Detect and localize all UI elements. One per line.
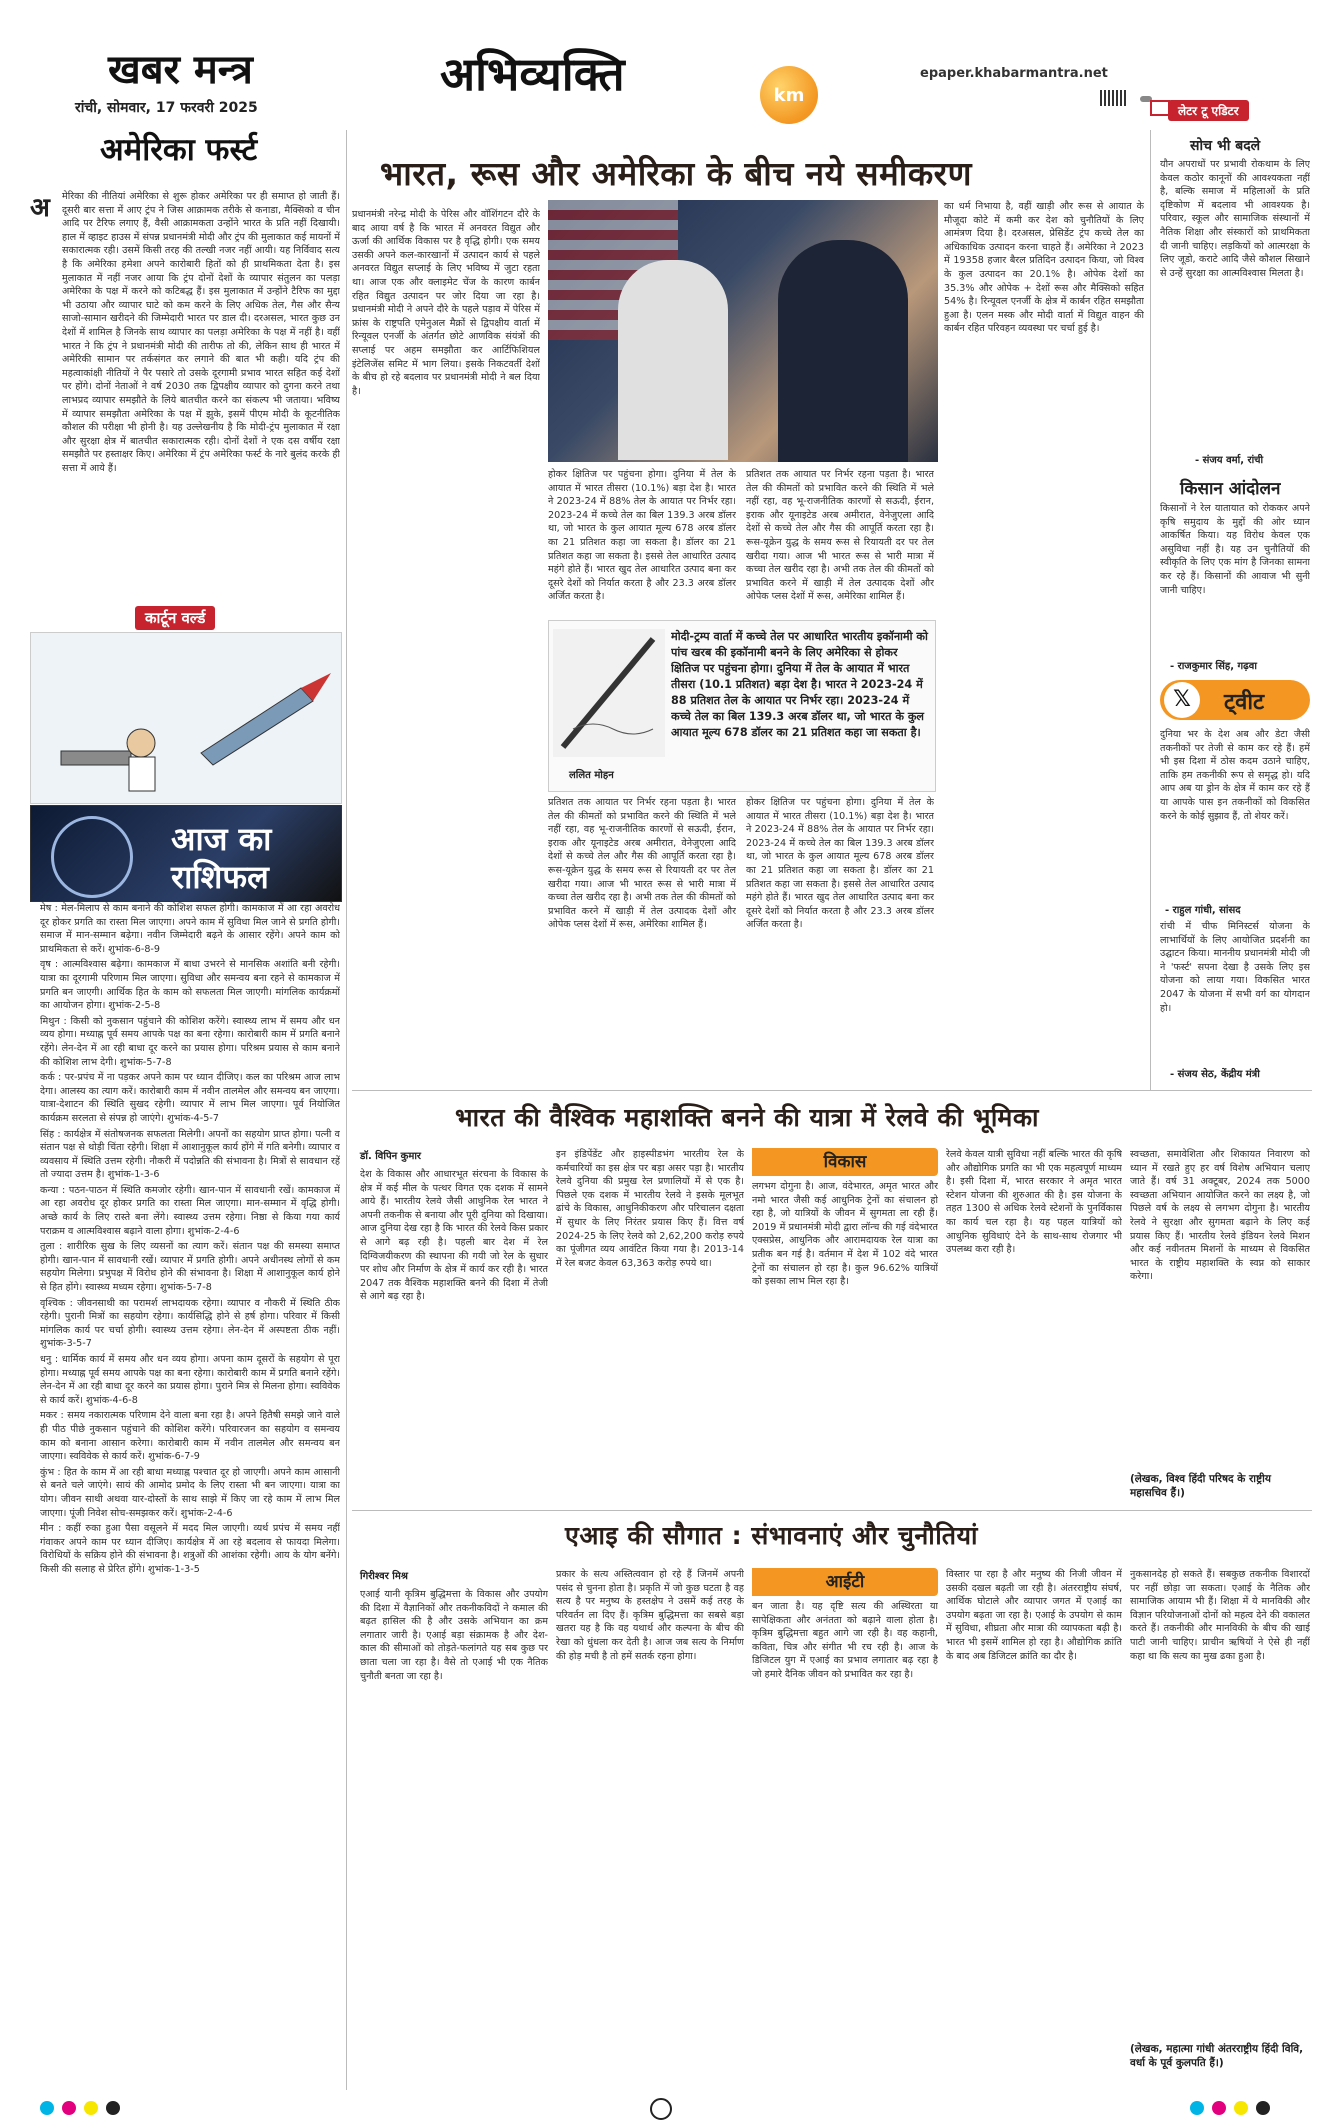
ai-col-1: एआई यानी कृत्रिम बुद्धिमत्ता के विकास और उपयोग की दिशा में वैज्ञानिकों और तकनीकविदों ने कमाल की बढ़त हासिल की है और उसके अभियान का क्रम लगातार जारी है। एआई बड़ा संक्रामक है और देश-काल की सीमाओं को तोड़ते-फलांगते यह सब कुछ पर छाता चला जा रहा है। वैसे तो एआई भी एक नैतिक चुनौती बनता जा रहा है। (360, 1589, 548, 1682)
logo-letter: km (773, 84, 805, 106)
cartoon-image (30, 632, 342, 804)
horoscope-item: कन्या : पठन-पाठन में स्थिति कमजोर रहेगी। खान-पान में सावधानी रखें। कामकाज में आ रहा अवरोध दूर होकर प्रगति का रास्ता मिल जाएगा। मान-सम्मान में वृद्धि होगी। अच्छे कार्य के लिए रास्ते बना लेंगे। स्वास्थ्य उत्तम रहेगा। निष्ठा से किया गया कार्य पराक्रम व आत्मविश्वास बढ़ाने वाला होगा। शुभांक-2-4-6 (40, 1184, 340, 1237)
ai-author: गिरीश्वर मिश्र (360, 1571, 408, 1582)
registration-dot (62, 2101, 76, 2115)
zodiac-wheel-icon (51, 816, 133, 898)
person-left (618, 260, 728, 460)
tweet-author: - संजय सेठ, केंद्रीय मंत्री (1170, 1069, 1260, 1080)
tweet-label: ट्वीट (1224, 690, 1265, 715)
horoscope-item: तुला : शारीरिक सुख के लिए व्यसनों का त्याग करें। संतान पक्ष की समस्या समाप्त होगी। खान-पान में सावधानी रखें। व्यापार में प्रगति होगी। अपने अधीनस्थ लोगों से कम सहयोग मिलेगा। प्रभुपक्ष में विरोध होने की संभावना है। शिक्षा में आशानुकूल कार्य होने से हित होंगे। स्वास्थ्य मध्यम रहेगा। शुभांक-5-7-8 (40, 1241, 340, 1294)
barcode-icon (1100, 90, 1128, 106)
pen-icon (553, 629, 665, 757)
railway-col-4: रेलवे केवल यात्री सुविधा नहीं बल्कि भारत की कृषि और औद्योगिक प्रगति का भी एक महत्वपूर्ण माध्यम है। इसी दिशा में, भारत सरकार ने अमृत भारत स्टेशन योजना की शुरुआत की है। इस योजना के तहत 1300 से अधिक रेलवे स्टेशनों के पुनर्विकास का कार्य चल रहा है। यह पहल यात्रियों को आधुनिक सुविधाएं देने के साथ-साथ रोजगार भी उपलब्ध करा रही है। (946, 1149, 1122, 1256)
railway-col-5: स्वच्छता, समावेशिता और शिकायत निवारण को ध्यान में रखते हुए हर वर्ष विशेष अभियान चलाए जाते हैं। वर्ष 31 अक्टूबर, 2024 तक 5000 स्वच्छता अभियान आयोजित करने का लक्ष्य है, जो पिछले वर्ष के लक्ष्य से लगभग दोगुना है। भारतीय रेलवे ने सुरक्षा और सुगमता बढ़ाने के लिए कई प्रयास किए हैं। भारतीय रेलवे इंडियन रेलवे मिशन और कई नवीनतम मिशनों के माध्यम से विकसित भारत के राष्ट्रीय महाशक्ति के स्वप्न को साकार करेगा। (1130, 1149, 1310, 1283)
railway-byline: (लेखक, विश्व हिंदी परिषद के राष्ट्रीय महासचिव हैं।) (1130, 1473, 1271, 1499)
horoscope-item: कर्क : पर-प्रपंच में ना पड़कर अपने काम पर ध्यान दीजिए। कल का परिश्रम आज लाभ देगा। आलस्य का त्याग करें। कारोबारी काम में नवीन तालमेल और समन्वय बन जाएगा। यात्रा-देशाटन की स्थिति सुखद रहेगी। व्यापार में लाभ मिल जाएगा। पूर्व नियोजित कार्यक्रम सरलता से संपन्न हो जाएंगे। शुभांक-4-5-7 (40, 1072, 340, 1124)
ai-byline: (लेखक, महात्मा गांधी अंतरराष्ट्रीय हिंदी विवि, वर्धा के पूर्व कुलपति हैं।) (1130, 2043, 1304, 2069)
letter-title: किसान आंदोलन (1180, 479, 1281, 499)
x-logo-icon: 𝕏 (1164, 682, 1200, 718)
color-registration-right (1190, 2100, 1278, 2119)
column-divider (346, 130, 347, 2090)
horoscope-title: आज का राशिफल (171, 820, 272, 896)
lead-col-3: प्रतिशत तक आयात पर निर्भर रहना पड़ता है। भारत तेल की कीमतों को प्रभावित करने की स्थिति में भले नहीं रहा, वह भू-राजनीतिक कारणों से सऊदी, ईरान, इराक और यूनाइटेड अरब अमीरात, वेनेजुएला आदि देशों से कच्चे तेल और गैस की आपूर्ति करता रहा है। रूस-यूक्रेन युद्ध के समय रूस से रियायती दर पर तेल खरीदा गया। आज भी भारत रूस से भारी मात्रा में कच्चा तेल खरीद रहा है। अभी तक तेल की कीमतों को प्रभावित करने में खाड़ी में तेल उत्पादक देशों और ओपेक प्लस देशों में रूस, अमेरिका शामिल हैं। (746, 469, 934, 603)
ai-col-5: नुकसानदेह हो सकते हैं। सबकुछ तकनीक विशारदों पर नहीं छोड़ा जा सकता। एआई के नैतिक और सामाजिक आयाम भी हैं। शिक्षा में ये मानविकी और विज्ञान परियोजनाओं दोनों को महत्व देने की वकालत करते हैं। तकनीकी और मानविकी के बीच की खाई पाटी जानी चाहिए। प्राचीन ऋषियों ने ऐसे ही नहीं कहा था कि सत्य का मुख ढका हुआ है। (1130, 1569, 1310, 1662)
epaper-url[interactable]: epaper.khabarmantra.net (920, 66, 1108, 81)
lead-col-1: प्रधानमंत्री नरेन्द्र मोदी के पेरिस और वॉशिंगटन दौरे के बाद आया वर्ष है कि भारत में अनवरत विद्युत और ऊर्जा की आर्थिक विकास पर है वृद्धि होगी। एक समय उसकी अपने कल-कारखानों में उत्पादन कार्य से पहले अनवरत विद्युत सप्लाई के लिए भविष्य में जुटा रहता था। आज एक और क्लाइमेट चेंज के कारण कार्बन रहित विद्युत उत्पादन पर जोर दिया जा रहा है। प्रधानमंत्री मोदी ने अपने दौरे के पहले पड़ाव में पेरिस में फ्रांस के राष्ट्रपति एमेनुअल मैक्रों से द्विपक्षीय वार्ता में रिन्यूवल एनर्जी के अंतर्गत छोटे आणविक संयंत्रों की सप्लाई पर अहम समझौता कर आर्टिफिशियल इंटेलिजेंस समिट में भाग लिया। इसके निकटवर्ती देशों के बीच हो रहे बदलाव पर प्रधानमंत्री मोदी ने बल दिया है। (352, 209, 540, 397)
registration-dot (1234, 2101, 1248, 2115)
horoscope-item: मकर : समय नकारात्मक परिणाम देने वाला बना रहा है। अपने हितैषी समझे जाने वाले ही पीठ पीछे नुकसान पहुंचाने की कोशिश करेंगे। परिवारजन का सहयोग व समन्वय काम को बनाना आसान करेगा। कारोबारी काम में नवीन तालमेल और समन्वय बन जाएगा। स्वविवेक से कार्य करें। शुभांक-6-7-9 (40, 1410, 340, 1463)
lead-col-2: होकर क्षितिज पर पहुंचना होगा। दुनिया में तेल के आयात में भारत तीसरा (10.1%) बड़ा देश है। भारत ने 2023-24 में 88% तेल के आयात पर निर्भर रहा। 2023-24 में कच्चे तेल का बिल 139.3 अरब डॉलर था, जो भारत के कुल आयात मूल्य 678 अरब डॉलर का 21 प्रतिशत कहा जा सकता है। डॉलर का 21 प्रतिशत कहा जा सकता है। इससे तेल आधारित उत्पाद महंगे होते हैं। भारत खुद तेल आधारित उत्पाद बना कर दूसरे देशों को निर्यात करता है और 23.3 अरब डॉलर अर्जित करता है। (548, 469, 736, 603)
horoscope-item: मिथुन : किसी को नुकसान पहुंचाने की कोशिश करेंगे। स्वास्थ्य लाभ में समय और धन व्यय होगा। मध्याह्न पूर्व समय आपके पक्ष का बना रहेगा। कारोबारी काम में प्रगति बनाने रहेंगे। लेन-देन में आ रही बाधा दूर करने का प्रयास होगा। परिश्रम प्रयास से काम बनाने की कोशिश लाभ देगी। शुभांक-5-7-8 (40, 1015, 340, 1068)
registration-dot (84, 2101, 98, 2115)
missile-cartoon-icon (31, 633, 341, 803)
horoscope-item: धनु : धार्मिक कार्य में समय और धन व्यय होगा। अपना काम दूसरों के सहयोग से पूरा होगा। मध्याह्न पूर्व समय आपके पक्ष का बना रहेगा। कारोबारी काम में प्रगति बनाने रहेंगे। लेन-देन में आ रही बाधा दूर करने का प्रयास होगा। पुराने मित्र से मिलना होगा। स्वविवेक से कार्य करें। शुभांक-4-6-8 (40, 1354, 340, 1406)
railway-col-2: इन इंडिपेंडेंट और हाइस्पीडभंग भारतीय रेल के कर्मचारियों का इस क्षेत्र पर बड़ा असर पड़ा है। भारतीय रेलवे दुनिया की प्रमुख रेल प्रणालियों में से एक है। पिछले एक दशक में भारतीय रेलवे ने इसके मूलभूत ढांचे के विकास, आधुनिकीकरण और परिचालन दक्षता में सुधार के लिए निरंतर प्रयास किए हैं। वित्त वर्ष 2024-25 के लिए रेलवे को 2,62,200 करोड़ रुपये का पूंजीगत व्यय आवंटित किया गया है। 2013-14 में रेल बजट केवल 63,363 करोड़ रुपये था। (556, 1149, 744, 1269)
ai-col-4: विस्तार पा रहा है और मनुष्य की निजी जीवन में उसकी दखल बढ़ती जा रही है। अंतरराष्ट्रीय संघर्ष, आर्थिक घोटाले और व्यापार जगत में एआई का उपयोग बढ़ता जा रहा है। एआई के उपयोग से काम में सुविधा, शीघ्रता और मात्रा की व्यापकता बढ़ी है। भारत भी इसमें शामिल हो रहा है। औद्योगिक क्रांति के बाद अब डिजिटल क्रांति का दौर है। (946, 1569, 1122, 1662)
horoscope-item: वृश्चिक : जीवनसाथी का परामर्श लाभदायक रहेगा। व्यापार व नौकरी में स्थिति ठीक रहेगी। पुरानी मित्रों का सहयोग रहेगा। कार्यसिद्धि होने से हर्ष होगा। परिवार में किसी मांगलिक कार्य पर चर्चा होगी। स्वास्थ्य उत्तम रहेगा। लेन-देन में अस्पष्टता ठीक नहीं। शुभांक-3-5-7 (40, 1297, 340, 1350)
registration-dot (1212, 2101, 1226, 2115)
section-title: अभिव्यक्ति (440, 47, 625, 101)
crosshair-icon (650, 2098, 672, 2120)
letters-label: लेटर टू एडिटर (1168, 100, 1249, 121)
lead-col-3b: होकर क्षितिज पर पहुंचना होगा। दुनिया में तेल के आयात में भारत तीसरा (10.1%) बड़ा देश है। भारत ने 2023-24 में 88% तेल के आयात पर निर्भर रहा। 2023-24 में कच्चे तेल का बिल 139.3 अरब डॉलर था, जो भारत के कुल आयात मूल्य 678 अरब डॉलर का 21 प्रतिशत कहा जा सकता है। डॉलर का 21 प्रतिशत कहा जा सकता है। इससे तेल आधारित उत्पाद महंगे होते हैं। भारत खुद तेल आधारित उत्पाद बना कर दूसरे देशों को निर्यात करता है और 23.3 अरब डॉलर अर्जित करता है। (746, 797, 934, 931)
railway-col-3: लगभग दोगुना है। आज, वंदेभारत, अमृत भारत और नमो भारत जैसी कई आधुनिक ट्रेनों का संचालन हो रहा है, जो यात्रियों के जीवन में सुगमता ला रही हैं। 2019 में प्रधानमंत्री मोदी द्वारा लॉन्च की गई वंदेभारत एक्सप्रेस, आधुनिक और आरामदायक रेल यात्रा का प्रतीक बन गई है। वर्तमान में देश में 102 वंदे भारत ट्रेनों का संचालन हो रहा है। कुल 96.62% यात्रियों को इसका लाभ मिल रहा है। (752, 1181, 938, 1288)
vikas-label-text: विकास (823, 1152, 867, 1172)
registration-dot (1190, 2101, 1204, 2115)
railway-col-1: देश के विकास और आधारभूत संरचना के विकास के क्षेत्र में कई मील के पत्थर विगत एक दशक में सामने आये हैं। भारतीय रेलवे जैसी आधुनिक रेल भारत ने अपनी तकनीक से बनाया और पूरी दुनिया को दिखाया। आज दुनिया देख रहा है कि भारत की रेलवे किस प्रकार से आगे बढ़ रही है। पहली बार देश में रेल दिग्विजयीकरण की स्थापना की गयी जो रेल के सुधार पर शोध और निर्माण के क्षेत्र में कार्य कर रही है। भारत 2047 तक वैश्विक महाशक्ति बनने की दिशा में तेजी से आगे बढ़ रहा है। (360, 1169, 548, 1303)
registration-dot (106, 2101, 120, 2115)
tweet-banner (1160, 680, 1310, 720)
mail-icon (1150, 100, 1170, 116)
person-right (778, 240, 908, 462)
pen-illustration (553, 629, 665, 757)
registration-dot (1256, 2101, 1270, 2115)
ai-headline: एआइ की सौगात : संभावनाएं और चुनौतियां (565, 1521, 978, 1550)
aiti-label-text: आईटी (825, 1572, 865, 1592)
letter-title: सोच भी बदले (1190, 138, 1261, 154)
letter-body: यौन अपराधों पर प्रभावी रोकथाम के लिए केवल कठोर कानूनों की आवश्यकता नहीं है, बल्कि समाज में महिलाओं के प्रति दृष्टिकोण में बदलाव भी आवश्यक है। परिवार, स्कूल और सामाजिक संस्थानों में नैतिक शिक्षा और संस्कारों को प्राथमिकता दी जानी चाहिए। लड़कियों को आत्मरक्षा के लिए जूडो, कराटे आदि जैसे कौशल सिखाने से उन्हें सुरक्षा का आत्मविश्वास मिलता है। (1160, 159, 1310, 279)
railway-author: डॉ. विपिन कुमार (360, 1151, 422, 1162)
horoscope-item: मेष : मेल-मिलाप से काम बनाने की कोशिश सफल होगी। कामकाज में आ रहा अवरोध दूर होकर प्रगति का रास्ता मिल जाएगा। अपने काम में सुविधा मिल जाने से प्रगति होगी। समाज में मान-सम्मान बढ़ेगा। नवीन जिम्मेदारी बढ़ने के आसार रहेंगे। अपने काम को प्राथमिकता से करें। शुभांक-6-8-9 (40, 903, 340, 955)
railway-headline: भारत की वैश्विक महाशक्ति बनने की यात्रा में रेलवे की भूमिका (455, 1103, 1039, 1132)
letter-body: किसानों ने रेल यातायात को रोककर अपने कृषि समुदाय के मुद्दों की ओर ध्यान आकर्षित किया। यह विरोध केवल एक असुविधा नहीं है। यह उन चुनौतियों की स्वीकृति के लिए एक मांग है जिनका सामना कर रहे हैं। किसानों की आवाज भी सुनी जानी चाहिए। (1160, 503, 1310, 596)
drop-cap: अ (30, 193, 50, 223)
horoscope-list (40, 902, 340, 2097)
letter-author: - संजय वर्मा, रांची (1195, 455, 1264, 466)
tweet-body: दुनिया भर के देश अब और डेटा जैसी तकनीकों पर तेजी से काम कर रहे हैं। हमें भी इस दिशा में ठोस कदम उठाने चाहिए, ताकि हम तकनीकी रूप से समृद्ध हो। यदि आप अब या ड्रोन के क्षेत्र में काम कर रहे हैं या आपके पास इन तकनीकों को विकसित करने के कोई सुझाव हैं, तो शेयर करें। (1160, 729, 1310, 822)
pullquote-author: ललित मोहन (569, 770, 614, 781)
section-divider (352, 1510, 1312, 1511)
horoscope-item: मीन : कहीं रुका हुआ पैसा वसूलने में मदद मिल जाएगी। व्यर्थ प्रपंच में समय नहीं गंवाकर अपने काम पर ध्यान दीजिए। कार्यक्षेत्र में आ रहे बदलाव से फायदा मिलेगा। विरोधियों के सक्रिय होने की संभावना है। शत्रुओं की आशंका रहेगी। आय के योग बनेंगे। किसी की सलाह से प्रेरित होंगे। शुभांक-1-3-5 (40, 1523, 340, 1575)
cartoon-world-label: कार्टून वर्ल्ड (135, 606, 215, 630)
horoscope-item: वृष : आत्मविश्वास बढ़ेगा। कामकाज में बाधा उभरने से मानसिक अशांति बनी रहेगी। यात्रा का दूरगामी परिणाम मिल जाएगा। सुविधा और समन्वय बना रहने से कामकाज में प्रगति बन जाएगी। आर्थिक हित के काम को सफलता मिल जाएगी। मांगलिक कार्यक्रमों का आयोजन होगा। शुभांक-2-5-8 (40, 959, 340, 1012)
horoscope-item: सिंह : कार्यक्षेत्र में संतोषजनक सफलता मिलेगी। अपनों का सहयोग प्राप्त होगा। पत्नी व संतान पक्ष से थोड़ी चिंता रहेगी। शिक्षा में आशानुकूल कार्य होंगे में गति बनेगी। व्यापार व व्यवसाय में स्थिति उत्तम रहेगी। नौकरी में पदोन्नति की संभावना है। मित्रों से सावधान रहें तो ज्यादा उत्तम है। शुभांक-1-3-6 (40, 1128, 340, 1181)
masthead-name: खबर मन्त्र (108, 46, 253, 93)
horoscope-banner (30, 805, 342, 902)
ai-col-2: प्रकार के सत्य अस्तित्ववान हो रहे हैं जिनमें अपनी पसंद से चुनना होता है। प्रकृति में जो कुछ घटता है वह सत्य है पर मनुष्य के हस्तक्षेप ने उसमें कई तरह के परिवर्तन ला दिए हैं। कृत्रिम बुद्धिमत्ता का सबसे बड़ा खतरा यह है कि वह यथार्थ और कल्पना के बीच की रेखा को धुंधला कर देती है। आज जब सत्य के निर्माण की होड़ मची है तो हमें सतर्क रहना होगा। (556, 1569, 744, 1662)
color-registration-left (40, 2100, 128, 2119)
ai-col-3: बन जाता है। यह दृष्टि सत्य की अस्थिरता या सापेक्षिकता और अनंतता को बढ़ाने वाला होता है। कृत्रिम बुद्धिमत्ता बहुत आगे जा रही है। वह कहानी, कविता, चित्र और संगीत भी रच रही है। आज के डिजिटल युग में एआई का प्रभाव लगातार बढ़ रहा है जो हमारे दैनिक जीवन को प्रभावित कर रहा है। (752, 1601, 938, 1680)
brand-logo (760, 66, 818, 124)
modi-trump-photo (548, 200, 938, 462)
vikas-label (752, 1148, 938, 1176)
dateline: रांची, सोमवार, 17 फरवरी 2025 (75, 100, 258, 116)
masthead (0, 0, 1324, 125)
lead-col-2b: प्रतिशत तक आयात पर निर्भर रहना पड़ता है। भारत तेल की कीमतों को प्रभावित करने की स्थिति में भले नहीं रहा, वह भू-राजनीतिक कारणों से सऊदी, ईरान, इराक और यूनाइटेड अरब अमीरात, वेनेजुएला आदि देशों से कच्चे तेल और गैस की आपूर्ति करता रहा है। रूस-यूक्रेन युद्ध के समय रूस से रियायती दर पर तेल खरीदा गया। आज भी भारत रूस से भारी मात्रा में कच्चा तेल खरीद रहा है। अभी तक तेल की कीमतों को प्रभावित करने में खाड़ी में तेल उत्पादक देशों और ओपेक प्लस देशों में रूस, अमेरिका शामिल हैं। (548, 797, 736, 931)
registration-dot (40, 2101, 54, 2115)
tweet-author: - राहुल गांधी, सांसद (1165, 905, 1241, 916)
lead-headline: भारत, रूस और अमेरिका के बीच नये समीकरण (380, 154, 973, 193)
aiti-label (752, 1568, 938, 1596)
column-divider (1150, 130, 1151, 1090)
pullquote-text: मोदी-ट्रम्प वार्ता में कच्चे तेल पर आधारित भारतीय इकॉनामी को पांच खरब की इकॉनामी बनने के लिए अमेरिका से होकर क्षितिज पर पहुंचना होगा। दुनिया में तेल के आयात में भारत तीसरा (10.1 प्रतिशत) बड़ा देश है। भारत ने 2023-24 में 88 प्रतिशत तेल के आयात पर निर्भर रहा। 2023-24 में कच्चे तेल का बिल 139.3 अरब डॉलर था, जो भारत के कुल आयात मूल्य 678 डॉलर का 21 प्रतिशत कहा जा सकता है। (671, 630, 928, 739)
left-column-body: मेरिका की नीतियां अमेरिका से शुरू होकर अमेरिका पर ही समाप्त हो जाती हैं। दूसरी बार सत्ता में आए ट्रंप ने जिस आक्रामक तरीके से कनाडा, मैक्सिको व चीन आदि पर टैरिफ लगाए हैं, वैसी आक्रामकता उन्होंने भारत के प्रति नहीं दिखायी। हाल में व्हाइट हाउस में संपन्न प्रधानमंत्री मोदी और ट्रंप की मुलाकात कई मायनों में सकारात्मक रही। उसमें किसी तरह की तल्खी नजर नहीं आयी। यह निर्विवाद सत्य है कि अमेरिका हमेशा अपने कारोबारी हितों को ही प्राथमिकता देता है। इस मुलाकात में नहीं नजर आया कि ट्रंप दोनों देशों के व्यापार संतुलन का पलड़ा अमेरिका के पक्ष में करने को कटिबद्ध हैं। इस मुलाकात में उन्होंने टैरिफ का मुद्दा भी उठाया और व्यापार घाटे को कम करने के लिए अधिक तेल, गैस और सैन्य साजो-सामान खरीदने की जिम्मेदारी भारत पर डाल दी। दरअसल, भारत कुछ उन देशों में शामिल है जिनके साथ व्यापार का पलड़ा अमेरिका के पक्ष में नहीं है। वहीं भारत ने कि ट्रंप ने प्रधानमंत्री मोदी की तारीफ तो की, लेकिन साथ ही भारत में अमेरिकी सामान पर तर्कसंगत कर लगाने की बात भी कही। यदि ट्रंप की महत्वाकांक्षी नीतियों ने पैर पसारे तो उसके दूरगामी प्रभाव भारत सहित कई देशों पर होंगे। दोनों नेताओं ने वर्ष 2030 तक द्विपक्षीय व्यापार को दुगना करने तथा लाभप्रद व्यापार समझौते के लिये बातचीत करने का संकल्प भी जताया। भविष्य में व्यापार समझौता अमेरिका के पक्ष में झुके, इसमें पीएम मोदी के कूटनीतिक कौशल की परीक्षा भी होनी है। यह उल्लेखनीय है कि मोदी-ट्रंप मुलाकात में रक्षा और सुरक्षा क्षेत्र में बातचीत सकारात्मक रही। दोनों देशों ने एक दस वर्षीय रक्षा समझौते पर हस्ताक्षर किए। अमेरिका में ट्रंप अमेरिका फर्स्ट के नारे बुलंद करके ही सत्ता में आये हैं। (62, 191, 340, 474)
letter-author: - राजकुमार सिंह, गढ़वा (1170, 661, 1257, 672)
pullquote-box (548, 620, 936, 792)
tweet-body: रांची में चीफ मिनिस्टर्स योजना के लाभार्थियों के लिए आयोजित प्रदर्शनी का उद्घाटन किया। माननीय प्रधानमंत्री मोदी जी ने 'फर्स्ट' सपना देखा है उसके लिए इस योजना को लाया गया। विकसित भारत 2047 के योजना में सभी वर्ग का योगदान हो। (1160, 921, 1310, 1014)
left-column-heading: अमेरिका फर्स्ट (100, 132, 258, 168)
lead-col-4: का धर्म निभाया है, वहीं खाड़ी और रूस से आयात के मौजूदा कोटे में कमी कर देश को चुनौतियों के लिए आमंत्रण दिया है। दरअसल, प्रेसिडेंट ट्रंप कच्चे तेल का अधिकाधिक उत्पादन करना चाहते हैं। अमेरिका ने 2023 में 19358 हजार बैरल प्रतिदिन उत्पादन किया, जो विश्व के कुल उत्पादन का 20.1% है। ओपेक देशों का 35.3% और ओपेक + देशों रूस और मैक्सिको सहित 54% है। रिन्यूवल एनर्जी के क्षेत्र में कार्बन रहित समझौता हुआ है। एलन मस्क और मोदी वार्ता में विद्युत वाहन की कार्बन रहित परिवहन व्यवस्था पर चर्चा हुई है। (944, 201, 1144, 335)
horoscope-item: कुंभ : हित के काम में आ रही बाधा मध्याह्न पश्चात दूर हो जाएगी। अपने काम आसानी से बनते चले जाएंगे। सायं की आमोद प्रमोद के लिए रास्ता भी बन जाएगा। यात्रा का योग। जीवन साथी अथवा यार-दोस्तों के साथ साझे में किए जा रहे काम में लाभ मिल जाएगा। पूंजी निवेश सोच-समझकर करें। शुभांक-2-4-6 (40, 1466, 340, 1519)
section-divider (352, 1090, 1312, 1091)
